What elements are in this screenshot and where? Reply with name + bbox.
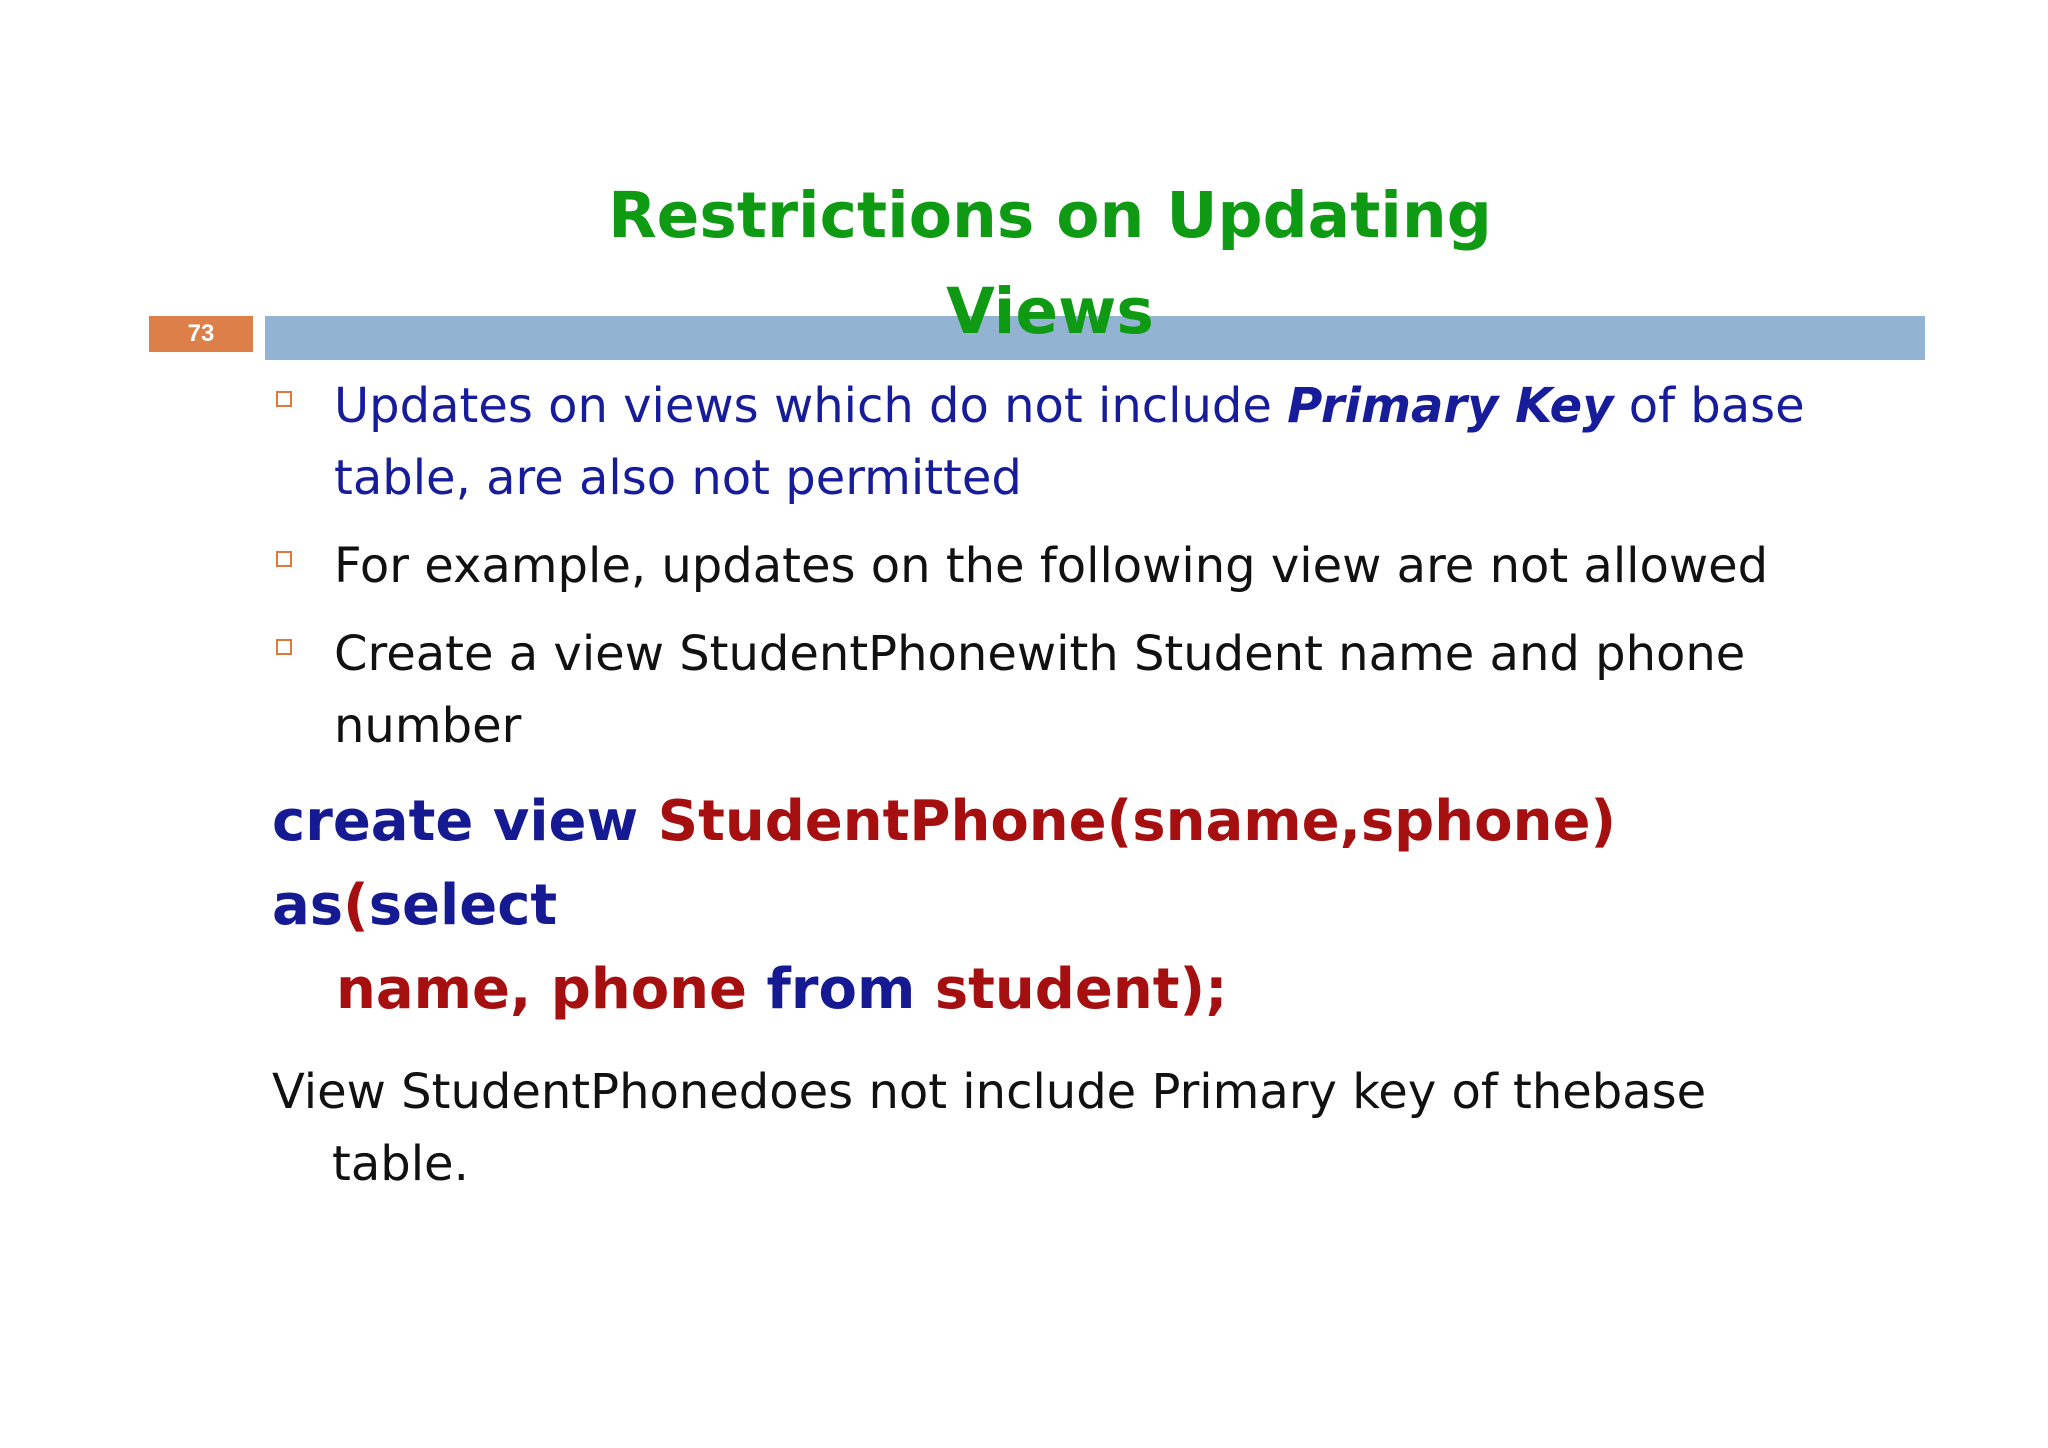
bullet-text: Updates on views which do not include xyxy=(334,378,1288,434)
square-bullet-icon xyxy=(276,391,292,407)
bullet-item-create-view xyxy=(270,618,1870,762)
square-bullet-icon xyxy=(276,639,292,655)
note-paragraph xyxy=(272,1056,1832,1200)
note-line2: table. xyxy=(332,1136,469,1192)
sql-statement xyxy=(272,780,1832,1032)
sql-table: student); xyxy=(934,957,1228,1022)
sql-view-signature: StudentPhone(sname,sphone) xyxy=(657,789,1617,854)
slide-title-line2: Views xyxy=(946,275,1154,348)
sql-keyword-from: from xyxy=(747,957,935,1022)
slide-title-line1: Restrictions on Updating xyxy=(608,179,1492,252)
bullet-text-after: of base xyxy=(1613,378,1805,434)
sql-columns: name, phone xyxy=(336,957,748,1022)
bullet-item-example xyxy=(270,530,1870,602)
sql-paren: ( xyxy=(343,873,369,938)
note-line1: View StudentPhonedoes not include Primary key of thebase xyxy=(272,1064,1707,1120)
bullet-text: For example, updates on the following view are not allowed xyxy=(334,538,1769,594)
sql-keyword-as: as xyxy=(272,873,344,938)
sql-keyword-select: select xyxy=(368,873,558,938)
square-bullet-icon xyxy=(276,551,292,567)
bullet-item-primary-key xyxy=(270,370,1870,514)
bullet-emphasis: Primary Key xyxy=(1287,378,1614,434)
bullet-continuation: table, are also not permitted xyxy=(334,450,1022,506)
bullet-text: Create a view StudentPhonewith Student name and phone xyxy=(334,626,1746,682)
slide-number: 73 xyxy=(149,316,253,352)
sql-line2 xyxy=(272,948,1832,1032)
bullet-list xyxy=(270,370,1870,778)
sql-keyword-create-view: create view xyxy=(272,789,658,854)
slide-title xyxy=(600,168,1500,360)
bullet-continuation: number xyxy=(334,698,522,754)
